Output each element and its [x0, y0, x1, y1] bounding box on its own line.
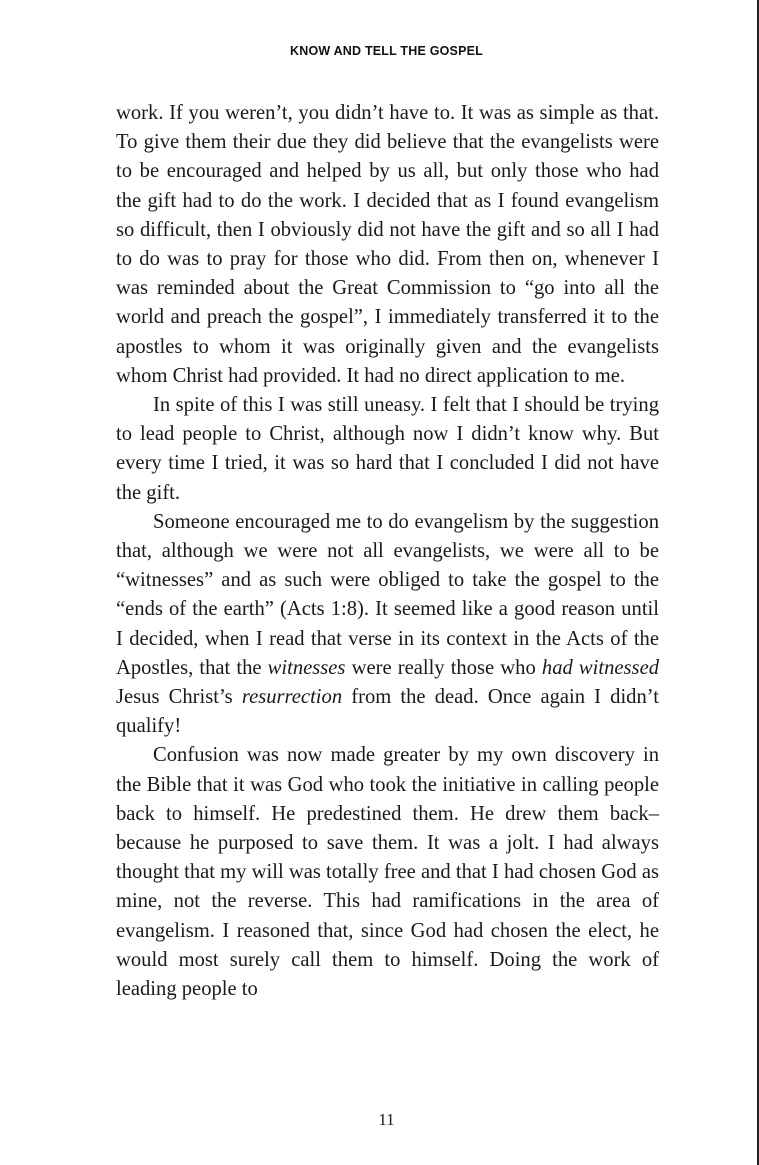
text-segment: Confusion was now made greater by my own discovery in the Bible that it was God who took the initiative in calling people back to himself. He predestined them. He drew them back–because he purposed to save them. It was a jolt. I had always thought that my will was totally free and that I had chosen God as mine, not the reverse. This had ramifications in the area of evangelism. I reasoned that, since God had chosen the elect, he would most surely call them to himself. Doing the work of leading people to — [116, 744, 659, 1001]
page-number: 11 — [378, 1110, 395, 1129]
text-segment: were really those who — [345, 656, 542, 679]
body-text — [116, 99, 659, 1004]
italic-segment: had witnessed — [541, 656, 660, 679]
paragraph-4 — [116, 741, 659, 1004]
paragraph-1 — [116, 99, 659, 391]
italic-segment: resurrection — [241, 686, 343, 709]
text-segment: Jesus Christ’s — [116, 686, 242, 709]
text-segment: work. If you weren’t, you didn’t have to. It was as simple as that. To give them their due they did believe that the evangelists were to be encouraged and helped by us all, but only those who had the gift had to do the work. I decided that as I found evangelism so difficult, then I obviously did not have the gift and so all I had to do was to pray for those who did. From then on, whenever I was reminded about the Great Commission to “go into all the world and preach the gospel”, I immediately transferred it to the apostles to whom it was originally given and the evangelists whom Christ had provided. It had no direct application to me. — [116, 102, 659, 387]
text-segment: from the dead. Once again I didn’t qualify! — [116, 686, 659, 738]
paragraph-3 — [116, 508, 659, 742]
text-segment: Someone encouraged me to do evangelism by the suggestion that, although we were not all evangelists, we were all to be “witnesses” and as such were obliged to take the gospel to the “ends of the earth” (Acts 1:8). It seemed like a good reason until I decided, when I read that verse in its context in the Acts of the Apostles, that the — [116, 510, 659, 679]
text-segment: In spite of this I was still uneasy. I felt that I should be trying to lead people to Christ, although now I didn’t know why. But every time I tried, it was so hard that I concluded I did not have the gift. — [116, 394, 659, 504]
paragraph-2 — [116, 391, 659, 508]
running-head: KNOW AND TELL THE GOSPEL — [290, 44, 483, 58]
italic-segment: witnesses — [267, 656, 346, 679]
